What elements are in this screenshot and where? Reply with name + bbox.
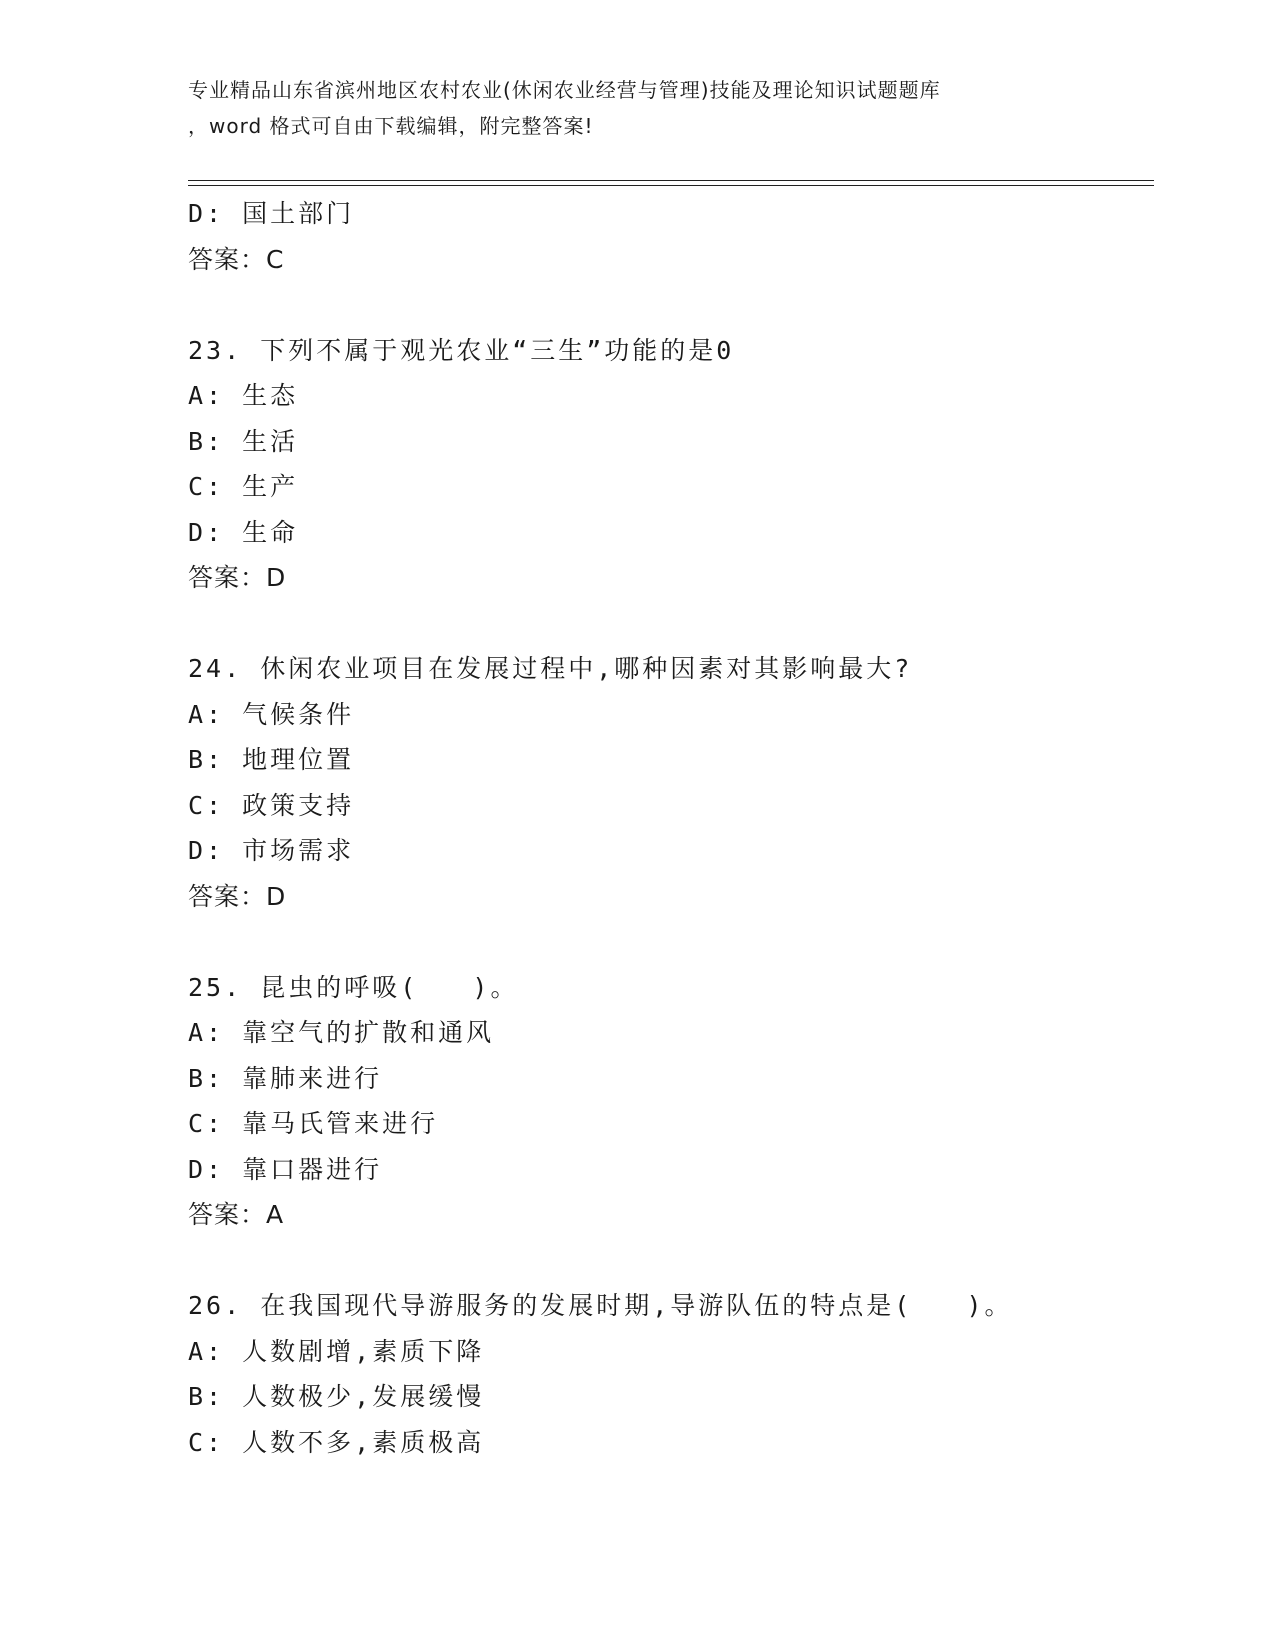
option-text: A: 人数剧增,素质下降 — [188, 1336, 485, 1366]
option-text: C: 生产 — [188, 472, 299, 501]
question-text: 26. 在我国现代导游服务的发展时期,导游队伍的特点是( )。 — [188, 1291, 1013, 1320]
option-text: A: 靠空气的扩散和通风 — [188, 1018, 495, 1047]
answer-text: 答案：D — [188, 563, 287, 592]
question-text: 24. 休闲农业项目在发展过程中,哪种因素对其影响最大? — [188, 654, 913, 683]
option-text: A: 生态 — [188, 381, 299, 410]
document-header — [188, 72, 1088, 144]
option-text: D: 靠口器进行 — [188, 1154, 383, 1184]
option-text: D: 市场需求 — [188, 836, 355, 865]
question-list — [188, 191, 1148, 1465]
option-text: B: 靠肺来进行 — [188, 1063, 383, 1093]
header-divider-top — [188, 180, 1154, 181]
answer-text: 答案：A — [188, 1200, 285, 1229]
option-text: B: 地理位置 — [188, 745, 355, 774]
spacer — [188, 601, 1148, 647]
spacer — [188, 1238, 1148, 1284]
header-divider-bottom — [188, 185, 1154, 186]
option-text: A: 气候条件 — [188, 699, 355, 729]
option-text: C: 人数不多,素质极高 — [188, 1427, 485, 1457]
option-text: D: 国土部门 — [188, 199, 355, 228]
answer-text: 答案：D — [188, 881, 287, 911]
document-subtitle: ，word 格式可自由下载编辑，附完整答案! — [188, 114, 594, 138]
answer-text: 答案：C — [188, 244, 285, 274]
option-text: C: 靠马氏管来进行 — [188, 1109, 439, 1138]
question-text: 23. 下列不属于观光农业“三生”功能的是0 — [188, 335, 735, 365]
option-text: C: 政策支持 — [188, 790, 355, 820]
option-text: D: 生命 — [188, 517, 299, 547]
document-title: 专业精品山东省滨州地区农村农业(休闲农业经营与管理)技能及理论知识试题题库 — [188, 78, 941, 102]
spacer — [188, 919, 1148, 965]
option-text: B: 生活 — [188, 426, 299, 456]
question-text: 25. 昆虫的呼吸( )。 — [188, 972, 519, 1002]
option-text: B: 人数极少,发展缓慢 — [188, 1382, 485, 1411]
spacer — [188, 282, 1148, 328]
